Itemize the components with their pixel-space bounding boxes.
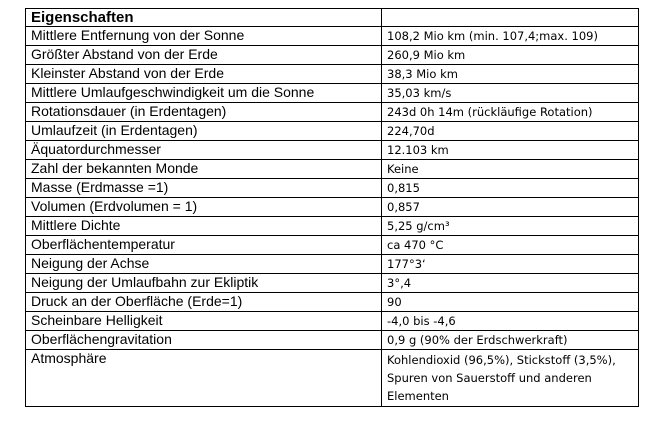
table-row (26, 103, 639, 122)
row-label: Umlaufzeit (in Erdentagen) (26, 122, 382, 141)
table-row (26, 217, 639, 236)
row-label: Atmosphäre (26, 350, 382, 407)
row-label: Druck an der Oberfläche (Erde=1) (26, 293, 382, 312)
row-value: 38,3 Mio km (382, 65, 639, 84)
row-value: 12.103 km (382, 141, 639, 160)
row-label: Zahl der bekannten Monde (26, 160, 382, 179)
row-value: 224,70d (382, 122, 639, 141)
row-value: ca 470 °C (382, 236, 639, 255)
row-value: 177°3‘ (382, 255, 639, 274)
table-row (26, 255, 639, 274)
row-value: 3°,4 (382, 274, 639, 293)
row-label: Mittlere Entfernung von der Sonne (26, 27, 382, 46)
row-label: Scheinbare Helligkeit (26, 312, 382, 331)
table-row (26, 198, 639, 217)
row-label: Masse (Erdmasse =1) (26, 179, 382, 198)
table-row (26, 331, 639, 350)
table-row (26, 312, 639, 331)
row-label: Kleinster Abstand von der Erde (26, 65, 382, 84)
table-row (26, 84, 639, 103)
row-value: 108,2 Mio km (min. 107,4;max. 109) (382, 27, 639, 46)
row-label: Mittlere Dichte (26, 217, 382, 236)
row-value: 90 (382, 293, 639, 312)
table-row (26, 350, 639, 407)
table-row (26, 274, 639, 293)
table-row (26, 160, 639, 179)
table-row (26, 236, 639, 255)
properties-table (25, 8, 639, 407)
row-value: 5,25 g/cm³ (382, 217, 639, 236)
table-row (26, 141, 639, 160)
row-label: Äquatordurchmesser (26, 141, 382, 160)
row-label: Oberflächengravitation (26, 331, 382, 350)
row-label: Oberflächentemperatur (26, 236, 382, 255)
row-label: Volumen (Erdvolumen = 1) (26, 198, 382, 217)
row-value: 260,9 Mio km (382, 46, 639, 65)
row-value: -4,0 bis -4,6 (382, 312, 639, 331)
row-label: Neigung der Achse (26, 255, 382, 274)
row-value: 35,03 km/s (382, 84, 639, 103)
table-header-label: Eigenschaften (26, 9, 382, 27)
table-row (26, 27, 639, 46)
row-value: 0,815 (382, 179, 639, 198)
table-row (26, 65, 639, 84)
row-label: Rotationsdauer (in Erdentagen) (26, 103, 382, 122)
table-row (26, 293, 639, 312)
row-value: Kohlendioxid (96,5%), Stickstoff (3,5%), Spuren von Sauerstoff und anderen Elementen (382, 350, 639, 407)
table-row (26, 179, 639, 198)
table-header-value (382, 9, 639, 27)
row-value: Keine (382, 160, 639, 179)
row-value: 243d 0h 14m (rückläufige Rotation) (382, 103, 639, 122)
table-row (26, 46, 639, 65)
row-value: 0,857 (382, 198, 639, 217)
row-value: 0,9 g (90% der Erdschwerkraft) (382, 331, 639, 350)
row-label: Neigung der Umlaufbahn zur Ekliptik (26, 274, 382, 293)
row-label: Mittlere Umlaufgeschwindigkeit um die Sonne (26, 84, 382, 103)
properties-table-body (26, 9, 639, 407)
table-header-row (26, 9, 639, 27)
table-row (26, 122, 639, 141)
row-label: Größter Abstand von der Erde (26, 46, 382, 65)
